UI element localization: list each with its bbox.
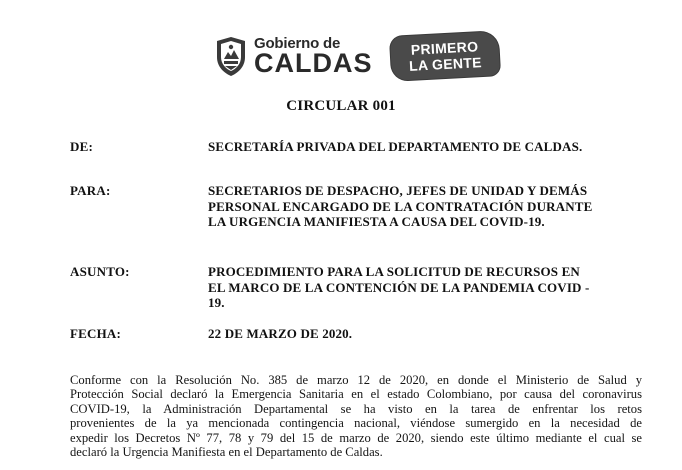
paragraph-line: Protección Social declaró la Emergencia Sanitaria en el estado Colombiano, por causa del coronavirus: [70, 387, 642, 402]
logo-line1: Gobierno de: [254, 34, 341, 52]
field-value-line: 19.: [208, 295, 225, 310]
paragraph-line: declaró la Urgencia Manifiesta en el Departamento de Caldas.: [70, 445, 383, 460]
gobierno-caldas-logo: [254, 36, 373, 77]
caldas-crest-icon: [214, 35, 248, 77]
field-value-line: PERSONAL ENCARGADO DE LA CONTRATACIÓN DURANTE: [208, 198, 593, 214]
header-logos: [214, 28, 499, 84]
primero-la-gente-badge: [389, 31, 499, 81]
field-value-line: PROCEDIMIENTO PARA LA SOLICITUD DE RECURSOS EN: [208, 264, 580, 279]
field-label-asunto: ASUNTO:: [70, 264, 130, 279]
logo-line2: CALDAS: [254, 47, 373, 78]
paragraph-line: expedir los Decretos Nº 77, 78 y 79 del 15 de marzo de 2020, siendo este último mediante el cual se: [70, 430, 642, 445]
body-paragraph: [70, 373, 642, 459]
field-value-de: [208, 139, 642, 155]
field-value-line: LA URGENCIA MANIFIESTA A CAUSA DEL COVID-19.: [208, 214, 545, 229]
field-value-line: SECRETARIOS DE DESPACHO, JEFES DE UNIDAD Y DEMÁS: [208, 183, 588, 198]
field-value-para: [208, 183, 642, 230]
field-value-line: 22 DE MARZO DE 2020.: [208, 326, 353, 341]
badge-line1: PRIMERO: [409, 38, 479, 58]
paragraph-line: Conforme con la Resolución No. 385 de marzo 12 de 2020, en donde el Ministerio de Salud y: [70, 373, 642, 387]
field-label-para: PARA:: [70, 183, 111, 198]
field-value-fecha: [208, 326, 642, 342]
field-label-de: DE:: [70, 139, 93, 154]
badge-line2: LA GENTE: [408, 54, 482, 74]
field-value-line: EL MARCO DE LA CONTENCIÓN DE LA PANDEMIA COVID -: [208, 279, 590, 295]
document-title: CIRCULAR 001: [286, 98, 396, 114]
field-label-fecha: FECHA:: [70, 326, 122, 341]
field-value-asunto: [208, 264, 642, 311]
paragraph-line: COVID-19, la Administración Departamental se ha visto en la tarea de enfrentar los retos: [70, 401, 642, 416]
paragraph-line: provenientes de la ya mencionada contingencia nacional, viéndose sumergido en la necesidad de: [70, 416, 642, 431]
field-value-line: SECRETARÍA PRIVADA DEL DEPARTAMENTO DE CALDAS.: [208, 139, 583, 154]
